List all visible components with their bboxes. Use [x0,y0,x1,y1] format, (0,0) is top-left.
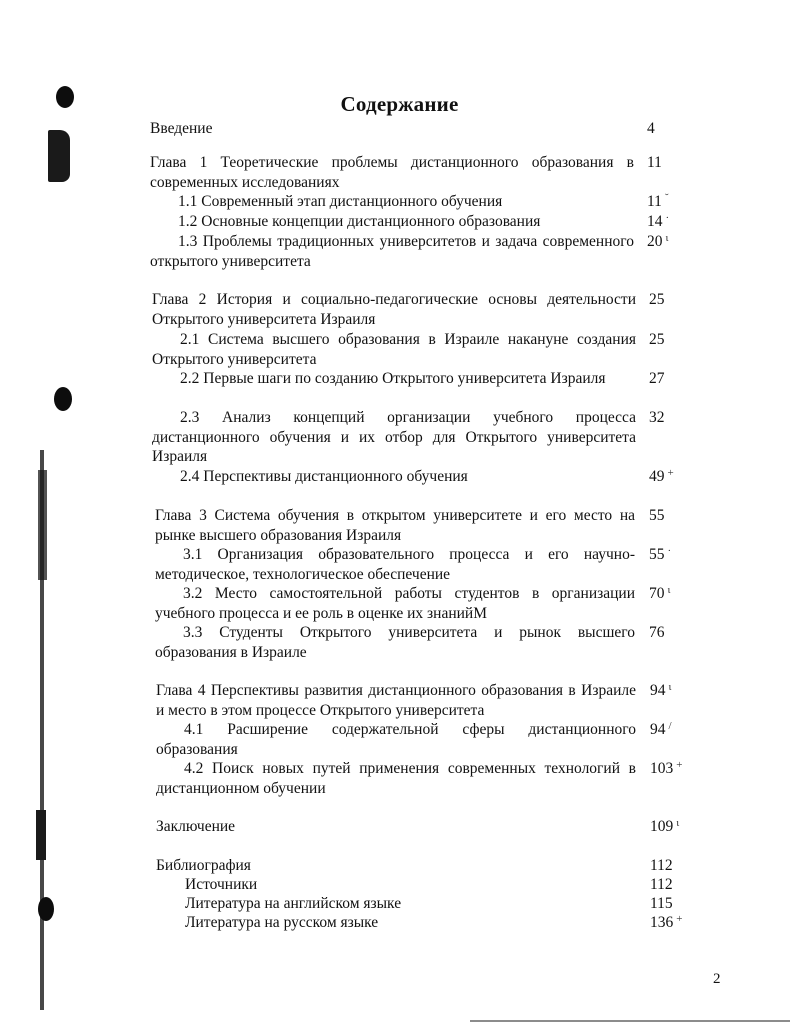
page-ref: 112 [650,857,673,874]
page-ref: 4 [647,120,655,137]
toc-entry: Глава 3 Система обучения в открытом университете и его место на рынке высшего образования Израиля 55 [155,507,665,544]
page-ref: 136 [650,914,674,931]
page-ref: 11 [647,193,662,210]
page-ref: 20 [647,233,663,250]
page-ref: 94 [650,682,666,699]
page-ref: 49 [649,468,665,485]
toc-entry: Введение 4 [150,120,655,137]
punch-hole-mark [38,897,54,921]
page-ref: 55 [649,546,665,563]
handwritten-mark: + [667,467,674,479]
toc-entry: 3.2 Место самостоятельной работы студентов в организации учебного процесса и ее роль в оценке их знанийМ 70 $^\iota$ [155,584,671,622]
toc-entry: 4.1 Расширение содержательной сферы дистанционного образования 94 / [156,720,672,758]
toc-entry: 1.1 Современный этап дистанционного обучения 11 ˘ [178,192,669,210]
page-number: 2 [713,971,721,987]
page-ref: 103 [650,760,674,777]
handwritten-mark: ι [665,232,669,244]
handwritten-mark: ˘ [664,192,669,204]
toc-entry: 2.1 Система высшего образования в Израиле накануне создания Открытого университета 25 [152,331,665,368]
page-ref: 25 [649,331,665,348]
toc-entry: Литература на русском языке 136 + [185,913,683,931]
toc-entry: 2.4 Перспективы дистанционного обучения 49 + [180,467,674,485]
page-ref: 55 [649,507,665,524]
punch-hole-mark [54,387,72,411]
handwritten-mark: / [668,720,672,732]
handwritten-mark: ι [676,817,680,829]
page-ref: 27 [649,370,665,387]
toc-entry: 4.2 Поиск новых путей применения современных технологий в дистанционном обучении 103 + [156,759,683,797]
page-ref: 14 [647,213,663,230]
page-ref: 94 [650,721,666,738]
toc-entry: Глава 4 Перспективы развития дистанционного образования в Израиле и место в этом процессе Открытого университета 94 $^\iota$ [156,681,672,719]
toc-entry: Библиография 112 [156,857,673,874]
page-title: Содержание [340,92,459,116]
page-ref: 11 [647,154,662,171]
handwritten-mark: + [676,913,683,925]
toc-entry: Источники 112 [185,876,673,893]
toc-entry: 2.3 Анализ концепций организации учебного процесса дистанционного обучения и их отбор для Открытого университета Израиля 32 [152,409,665,465]
bottom-edge-mark [470,1020,790,1022]
toc-entry: 3.3 Студенты Открытого университета и рынок высшего образования в Израиле 76 [155,624,665,661]
toc-entry: Глава 1 Теоретические проблемы дистанционного образования в современных исследованиях 11 [150,154,662,191]
handwritten-mark: · [667,545,672,557]
handwritten-mark: ι [668,681,672,693]
toc-entry: 1.3 Проблемы традиционных университетов и задача современного открытого университета 20 $^\iota$ [150,232,669,270]
page-ref: 109 [650,818,674,835]
toc-entry: Литература на английском языке 115 [185,895,673,912]
toc-entry: 3.1 Организация образовательного процесса и его научно-методическое, технологическое обеспечение 55 · [155,545,672,583]
page-ref: 25 [649,291,665,308]
binding-mark [48,130,70,182]
toc-entry: 2.2 Первые шаги по созданию Открытого университета Израиля 27 [180,370,665,387]
handwritten-mark: · [665,212,670,224]
binding-shadow [38,470,47,580]
toc-entry: Глава 2 История и социально-педагогические основы деятельности Открытого университета Израиля 25 [152,291,665,328]
page-ref: 115 [650,895,673,912]
binding-shadow [36,810,46,860]
toc-entry: Заключение 109 $^\iota$ [156,817,680,835]
page-ref: 32 [649,409,665,426]
handwritten-mark: ι [667,584,671,596]
page-ref: 76 [649,624,665,641]
toc-entry: 1.2 Основные концепции дистанционного образования 14 · [178,212,670,230]
handwritten-mark: + [676,759,683,771]
page-ref: 112 [650,876,673,893]
page-ref: 70 [649,585,665,602]
